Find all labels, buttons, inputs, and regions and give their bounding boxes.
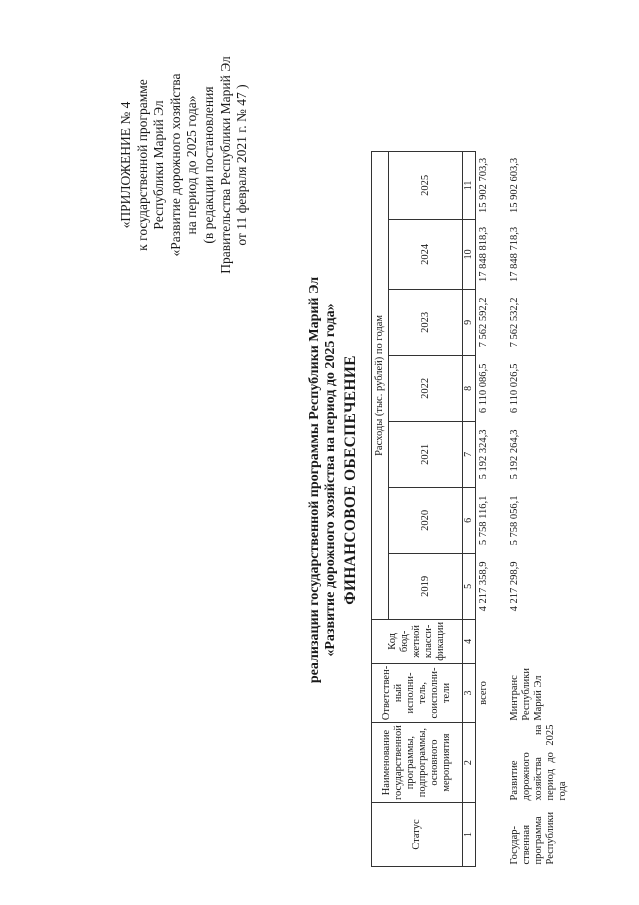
document-subtitle	[307, 55, 339, 905]
header-responsible: Ответствен-ный исполни-тель, соисполни-тели	[372, 663, 463, 722]
appendix-block	[118, 15, 251, 315]
row-value: 17 848 818,3	[478, 226, 489, 282]
row-value: 5 192 324,3	[478, 429, 489, 480]
row-value: 6 110 086,5	[478, 363, 489, 414]
row-value: 5 192 264,3	[509, 429, 520, 480]
row-value: 15 902 603,3	[509, 157, 520, 213]
appendix-line: на период до 2025 года»	[184, 95, 200, 235]
header-year: 2020	[389, 487, 463, 553]
row-value: 7 562 532,2	[509, 297, 520, 348]
column-number-row	[463, 151, 476, 866]
table-row	[507, 151, 574, 866]
appendix-line: к государственной программе	[134, 79, 150, 251]
column-number: 11	[463, 151, 476, 219]
subtitle-line-2: «Развитие дорожного хозяйства на период до 2025 года»	[323, 303, 338, 657]
appendix-line: Республики Марий Эл	[151, 100, 167, 230]
row-name	[476, 723, 508, 803]
row-value: 4 217 298,9	[509, 561, 520, 612]
header-row-1	[372, 151, 389, 866]
column-number: 4	[463, 619, 476, 663]
row-code	[507, 619, 574, 663]
row-value: 5 758 116,1	[478, 495, 489, 546]
header-name: Наименование государственной программы, подпрограммы, основного мероприятия	[372, 723, 463, 803]
header-year: 2023	[389, 289, 463, 355]
row-value: 6 110 026,5	[509, 363, 520, 414]
column-number: 9	[463, 289, 476, 355]
row-value: 17 848 718,3	[509, 226, 520, 282]
row-name: Развитие дорожного хозяйства на период до 2025 года	[509, 724, 568, 801]
row-value: 4 217 358,9	[478, 561, 489, 612]
row-code	[476, 619, 508, 663]
header-year: 2021	[389, 421, 463, 487]
column-number: 10	[463, 219, 476, 289]
column-number: 8	[463, 355, 476, 421]
row-value: 15 902 703,3	[478, 157, 489, 213]
header-year: 2022	[389, 355, 463, 421]
row-status	[476, 803, 508, 867]
appendix-line: Правительства Республики Марий Эл	[217, 56, 233, 274]
appendix-line: «Развитие дорожного хозяйства	[167, 73, 183, 257]
header-year: 2024	[389, 219, 463, 289]
row-responsible: всего	[478, 681, 489, 705]
row-value: 5 758 056,1	[509, 495, 520, 546]
subtitle-line-1: реализации государственной программы Республики Марий Эл	[307, 276, 322, 684]
column-number: 3	[463, 663, 476, 722]
header-status: Статус	[372, 803, 463, 867]
header-year: 2025	[389, 151, 463, 219]
header-year: 2019	[389, 553, 463, 619]
row-value: 7 562 592,2	[478, 297, 489, 348]
document-title: ФИНАНСОВОЕ ОБЕСПЕЧЕНИЕ	[342, 355, 359, 605]
row-status: Государ-ственная программа Республики	[509, 811, 556, 865]
column-number: 5	[463, 553, 476, 619]
appendix-line: «ПРИЛОЖЕНИЕ № 4	[118, 101, 133, 229]
column-number: 2	[463, 723, 476, 803]
column-number: 7	[463, 421, 476, 487]
header-code: Код бюд-жетной класси-фикации	[372, 619, 463, 663]
column-number: 6	[463, 487, 476, 553]
table-row	[476, 151, 508, 866]
appendix-line: (в редакции постановления	[200, 86, 216, 244]
header-expenses: Расходы (тыс. рублей) по годам	[372, 151, 389, 619]
finance-table	[371, 151, 574, 867]
appendix-line: от 11 февраля 2021 г. № 47 )	[234, 84, 250, 246]
column-number: 1	[463, 803, 476, 867]
row-responsible: Минтранс Республики Марий Эл	[509, 667, 544, 721]
